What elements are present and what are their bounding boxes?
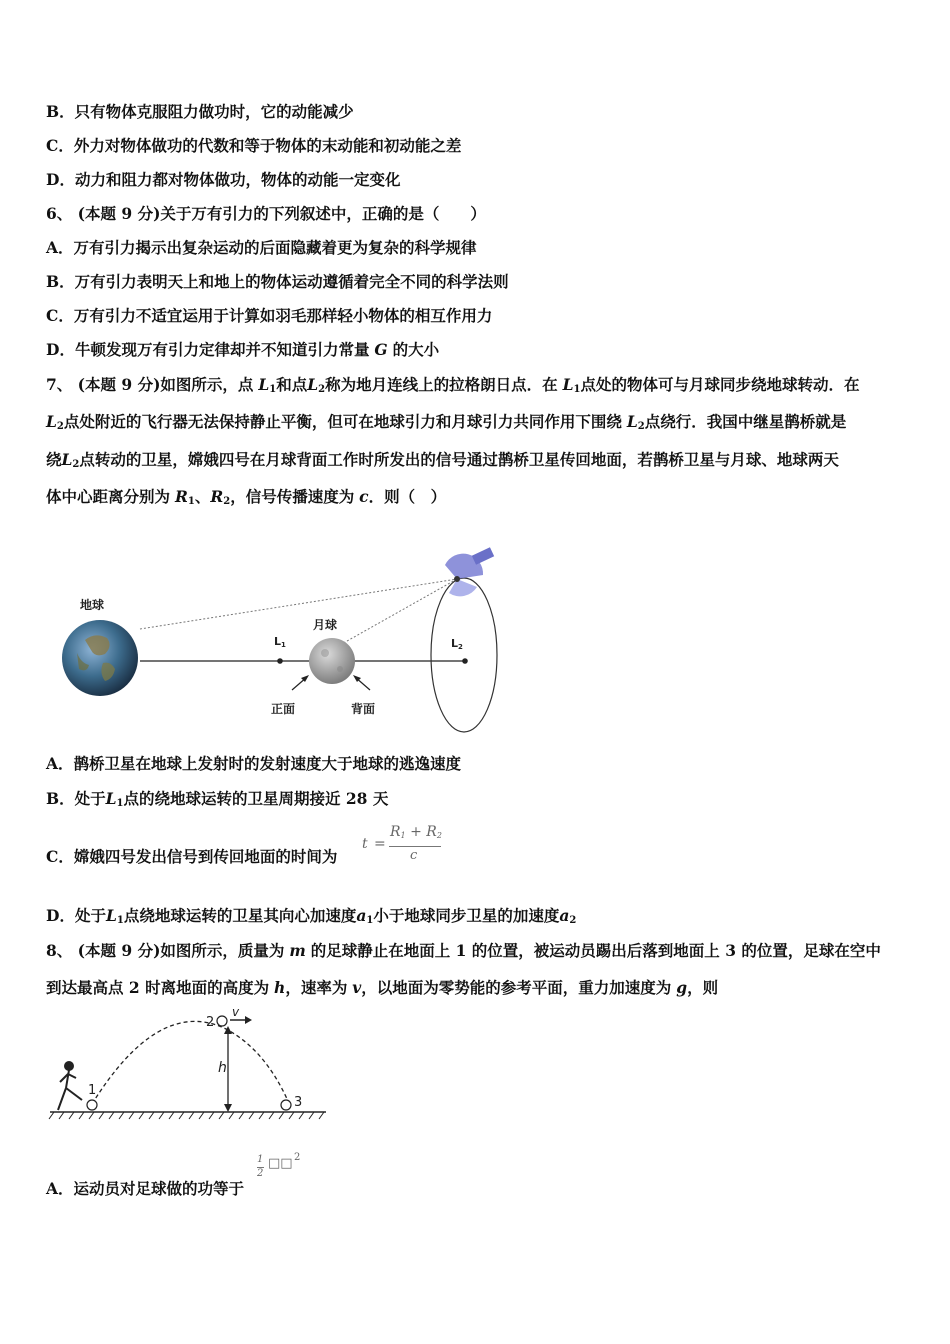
ball-position-3 (281, 1100, 291, 1110)
q8-stem-line2: 到达最高点 2 时离地面的高度为 h，速率为 v，以地面为零势能的参考平面，重力加速度为 g，则 (46, 978, 719, 997)
height-label: h (218, 1060, 227, 1076)
relay-satellite-icon (445, 547, 494, 596)
l1-label: L1 (274, 635, 286, 649)
q8-figure-trajectory (46, 1008, 331, 1128)
q7-option-a: A．鹊桥卫星在地球上发射时的发射速度大于地球的逃逸速度 (46, 754, 462, 773)
q7-option-c-formula: t = $R_1 + R_2$ c (362, 824, 442, 863)
moon-label: 月球 (313, 618, 338, 632)
front-side-label: 正面 (271, 702, 296, 716)
q7-stem-line3: 绕$L_2$点转动的卫星，嫦娥四号在月球背面工作时所发出的信号通过鹊桥卫星传回地面，若鹊桥卫星与月球、地球两天 (46, 450, 839, 470)
q8-stem-line1: 8、 (本题 9 分)如图所示，质量为 m 的足球静止在地面上 1 的位置，被运动员踢出后落到地面上 3 的位置，足球在空中 (46, 941, 881, 960)
ball-position-1 (87, 1100, 97, 1110)
q5-option-d: D．动力和阻力都对物体做功，物体的动能一定变化 (46, 170, 401, 189)
moon-icon (309, 638, 355, 684)
back-side-label: 背面 (351, 702, 376, 716)
q6-option-b: B．万有引力表明天上和地上的物体运动遵循着完全不同的科学法则 (46, 272, 509, 291)
player-icon (58, 1062, 82, 1110)
q6-option-a: A．万有引力揭示出复杂运动的后面隐藏着更为复杂的科学规律 (46, 238, 477, 257)
ball-trajectory (92, 1021, 288, 1104)
l1-point (277, 658, 283, 664)
l2-halo-orbit (431, 578, 497, 732)
earth-label: 地球 (80, 598, 105, 612)
q6-option-c: C．万有引力不适宜运用于计算如羽毛那样轻小物体的相互作用力 (46, 306, 493, 325)
label-point-2: 2 (206, 1015, 215, 1030)
q8-option-a-formula: 1 2 □□ 2 (257, 1152, 301, 1179)
q7-option-d: D．处于$L_1$点绕地球运转的卫星其向心加速度$a_1$小于地球同步卫星的加速度$a_2$ (46, 906, 577, 926)
velocity-label: v (232, 1008, 240, 1019)
earth-icon (62, 620, 138, 696)
q8-option-a: A．运动员对足球做的功等于 (46, 1179, 245, 1198)
ball-position-2 (217, 1016, 227, 1026)
formula-numerator: $R_1 + R_2$ (390, 824, 442, 840)
q7-figure-earth-moon (55, 545, 505, 735)
q7-option-c: C．嫦娥四号发出信号到传回地面的时间为 (46, 847, 338, 866)
q6-stem: 6、 (本题 9 分)关于万有引力的下列叙述中，正确的是（ ） (46, 204, 486, 223)
q7-stem-line2: $L_2$点处附近的飞行器无法保持静止平衡，但可在地球引力和月球引力共同作用下围绕 $L_2$点绕行．我国中继星鹊桥就是 (46, 412, 847, 432)
q5-option-b: B．只有物体克服阻力做功时，它的动能减少 (46, 102, 354, 121)
label-point-3: 3 (294, 1095, 303, 1110)
label-point-1: 1 (88, 1083, 97, 1098)
q6-option-d: D．牛顿发现万有引力定律却并不知道引力常量 G 的大小 (46, 340, 440, 359)
q5-option-c: C．外力对物体做功的代数和等于物体的末动能和初动能之差 (46, 136, 462, 155)
l2-point (462, 658, 468, 664)
q7-option-b: B．处于$L_1$点的绕地球运转的卫星周期接近 28 天 (46, 789, 389, 809)
q7-stem-line1: 7、 (本题 9 分)如图所示，点 $L_1$和点$L_2$称为地月连线上的拉格朗日点．在 $L_1$点处的物体可与月球同步绕地球转动．在 (46, 375, 860, 395)
q7-stem-line4: 体中心距离分别为 $R_1$、$R_2$，信号传播速度为 c．则（ ） (46, 487, 447, 507)
l2-label: L2 (451, 637, 463, 651)
